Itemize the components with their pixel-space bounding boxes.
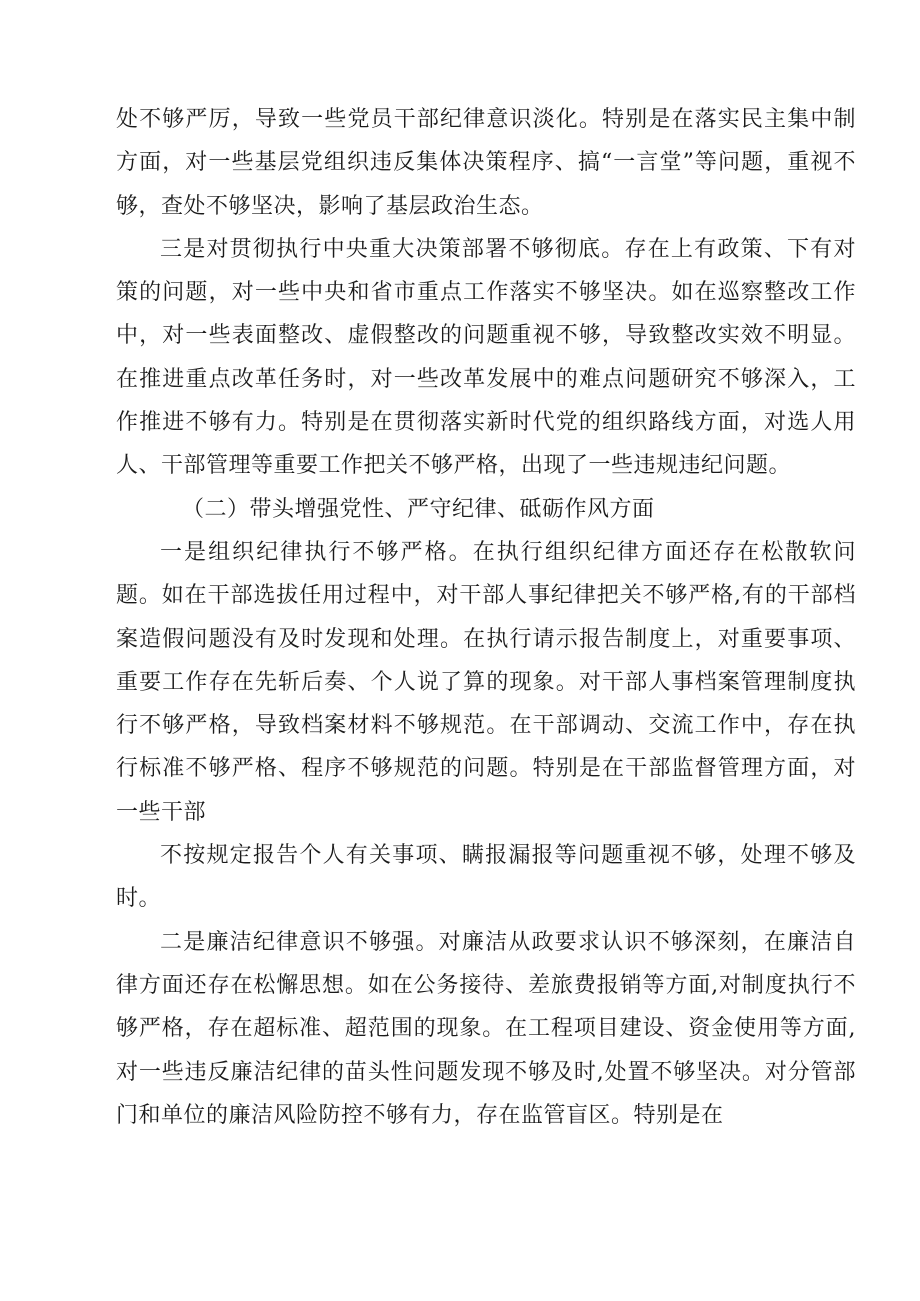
section-heading-2: （二）带头增强党性、严守纪律、砥砺作风方面 [182, 496, 655, 522]
paragraph-point-three: 三是对贯彻执行中央重大决策部署不够彻底。存在上有政策、下有对策的问题，对一些中央和省市重点工作落实不够坚决。如在巡察整改工作中，对一些表面整改、虚假整改的问题重视不够，导致整改实效不明显。在推进重点改革任务时，对一些改革发展中的难点问题研究不够深入，工作推进不够有力。特别是在贯彻落实新时代党的组织路线方面，对选人用人、干部管理等重要工作把关不够严格，出现了一些违规违纪问题。 [116, 236, 856, 479]
paragraph-point-two: 二是廉洁纪律意识不够强。对廉洁从政要求认识不够深刻，在廉洁自律方面还存在松懈思想。如在公务接待、差旅费报销等方面,对制度执行不够严格，存在超标准、超范围的现象。在工程项目建设、资金使用等方面,对一些违反廉洁纪律的苗头性问题发现不够及时,处置不够坚决。对分管部门和单位的廉洁风险防控不够有力，存在监管盲区。特别是在 [116, 929, 856, 1128]
paragraph-continuation: 处不够严厉，导致一些党员干部纪律意识淡化。特别是在落实民主集中制方面，对一些基层党组织违反集体决策程序、搞“一言堂”等问题，重视不够，查处不够坚决，影响了基层政治生态。 [116, 107, 856, 219]
document-body [116, 98, 856, 1137]
paragraph-continuation-2: 不按规定报告个人有关事项、瞒报漏报等问题重视不够，处理不够及时。 [116, 843, 856, 912]
paragraph-point-one: 一是组织纪律执行不够严格。在执行组织纪律方面还存在松散软问题。如在干部选拔任用过程中，对干部人事纪律把关不够严格,有的干部档案造假问题没有及时发现和处理。在执行请示报告制度上，对重要事项、重要工作存在先斩后奏、个人说了算的现象。对干部人事档案管理制度执行不够严格，导致档案材料不够规范。在干部调动、交流工作中，存在执行标准不够严格、程序不够规范的问题。特别是在干部监督管理方面，对一些干部 [116, 539, 856, 825]
